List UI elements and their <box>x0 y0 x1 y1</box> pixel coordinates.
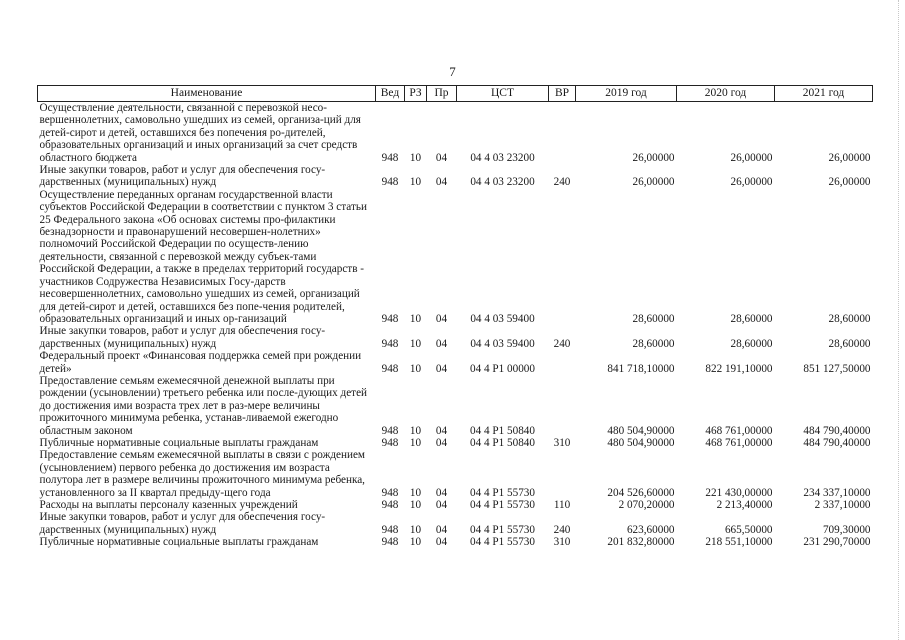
cell-2021: 231 290,70000 <box>803 536 871 549</box>
cell-vr <box>549 350 576 375</box>
col-header-2019: 2019 год <box>576 86 677 102</box>
table-row <box>38 102 873 165</box>
cell-2019: 623,60000 <box>626 523 675 536</box>
cell-rz: 10 <box>409 436 422 449</box>
cell-name: Расходы на выплаты персоналу казенных учреждений <box>39 499 298 511</box>
cell-pr: 04 <box>435 424 448 437</box>
cell-ved: 948 <box>381 337 399 350</box>
cell-name: Федеральный проект «Финансовая поддержка семей при рождении детей» <box>39 350 362 375</box>
cell-cst: 04 4 P1 50840 <box>470 424 535 437</box>
cell-rz: 10 <box>409 499 422 511</box>
cell-2021: 484 790,40000 <box>803 424 871 437</box>
cell-ved: 948 <box>381 362 399 375</box>
col-header-name: Наименование <box>38 86 376 102</box>
cell-2019: 26,00000 <box>632 151 675 164</box>
col-header-vr: ВР <box>549 86 576 102</box>
cell-ved: 948 <box>381 536 399 549</box>
cell-pr: 04 <box>435 436 448 449</box>
table-row <box>38 189 873 325</box>
cell-2021: 26,00000 <box>828 176 871 189</box>
cell-pr: 04 <box>435 523 448 536</box>
col-header-cst: ЦСТ <box>457 86 549 102</box>
table-row <box>38 375 873 437</box>
page-number: 7 <box>449 64 456 79</box>
cell-cst: 04 4 03 23200 <box>470 176 535 189</box>
cell-vr: 240 <box>553 523 571 536</box>
cell-2021: 234 337,10000 <box>803 486 871 499</box>
table-row <box>38 499 873 511</box>
cell-pr: 04 <box>435 151 448 164</box>
cell-rz: 10 <box>409 151 422 164</box>
cell-name: Иные закупки товаров, работ и услуг для обеспечения госу-дарственных (муниципальных) нужд <box>39 511 326 536</box>
cell-name: Иные закупки товаров, работ и услуг для обеспечения госу-дарственных (муниципальных) нужд <box>39 325 326 350</box>
cell-cst: 04 4 P1 55730 <box>470 536 535 549</box>
cell-cst: 04 4 P1 55730 <box>470 499 535 511</box>
col-header-2021: 2021 год <box>775 86 873 102</box>
cell-cst: 04 4 P1 00000 <box>470 362 535 375</box>
header-row <box>38 86 873 102</box>
cell-2020: 221 430,00000 <box>705 486 773 499</box>
cell-pr: 04 <box>435 536 448 549</box>
table-row <box>38 437 873 449</box>
cell-2019: 201 832,80000 <box>607 536 675 549</box>
cell-rz: 10 <box>409 176 422 189</box>
cell-ved: 948 <box>381 486 399 499</box>
cell-cst: 04 4 03 23200 <box>470 151 535 164</box>
table-row <box>38 449 873 499</box>
cell-name: Иные закупки товаров, работ и услуг для обеспечения госу-дарственных (муниципальных) нужд <box>39 164 326 189</box>
budget-table <box>37 85 873 549</box>
cell-vr: 240 <box>553 176 571 189</box>
cell-name: Предоставление семьям ежемесячной выплаты в связи с рождением (усыновлением) первого ребенка до достижения им возраста полутора лет в размере величины прожиточного минимума ребенка, установленного за II квартал предыду-щего года <box>39 449 365 499</box>
cell-pr: 04 <box>435 499 448 511</box>
cell-vr <box>549 449 576 499</box>
cell-pr: 04 <box>435 486 448 499</box>
col-header-2020: 2020 год <box>677 86 775 102</box>
cell-2020: 28,60000 <box>730 312 773 325</box>
cell-2021: 28,60000 <box>828 337 871 350</box>
cell-2021: 28,60000 <box>828 312 871 325</box>
cell-2021: 709,30000 <box>822 523 871 536</box>
cell-2019: 26,00000 <box>632 176 675 189</box>
table-row <box>38 536 873 548</box>
cell-rz: 10 <box>409 523 422 536</box>
cell-2019: 480 504,90000 <box>607 424 675 437</box>
cell-rz: 10 <box>409 362 422 375</box>
cell-vr <box>549 375 576 437</box>
cell-cst: 04 4 P1 55730 <box>470 486 535 499</box>
table-row <box>38 325 873 350</box>
cell-cst: 04 4 P1 50840 <box>470 436 535 449</box>
cell-2020: 218 551,10000 <box>705 536 773 549</box>
cell-cst: 04 4 03 59400 <box>470 312 535 325</box>
cell-2020: 2 213,40000 <box>716 499 773 511</box>
cell-2019: 480 504,90000 <box>607 436 675 449</box>
col-header-rz: РЗ <box>405 86 427 102</box>
cell-ved: 948 <box>381 424 399 437</box>
cell-2020: 468 761,00000 <box>705 424 773 437</box>
cell-2019: 204 526,60000 <box>607 486 675 499</box>
cell-2020: 822 191,10000 <box>705 362 773 375</box>
cell-name: Публичные нормативные социальные выплаты гражданам <box>39 436 319 449</box>
cell-2020: 665,50000 <box>724 523 773 536</box>
cell-2020: 26,00000 <box>730 176 773 189</box>
cell-vr: 310 <box>553 536 571 549</box>
cell-cst: 04 4 P1 55730 <box>470 523 535 536</box>
cell-2021: 26,00000 <box>828 151 871 164</box>
cell-2019: 2 070,20000 <box>618 499 675 511</box>
cell-ved: 948 <box>381 436 399 449</box>
cell-name: Осуществление деятельности, связанной с перевозкой несо-вершеннолетних, самовольно ушедших из семей, организа-ций для детей-сирот и детей, оставшихся без попечения ро-дителей, образовательных организаций и иных организаций за счет средств областного бюджета <box>39 102 361 164</box>
cell-vr: 240 <box>553 337 571 350</box>
page-edge <box>898 0 905 640</box>
cell-rz: 10 <box>409 312 422 325</box>
cell-name: Публичные нормативные социальные выплаты гражданам <box>39 536 319 549</box>
table-row <box>38 350 873 375</box>
cell-2020: 28,60000 <box>730 337 773 350</box>
cell-pr: 04 <box>435 362 448 375</box>
cell-vr <box>549 189 576 325</box>
cell-pr: 04 <box>435 337 448 350</box>
cell-2021: 2 337,10000 <box>814 499 871 511</box>
cell-name: Осуществление переданных органам государственной власти субъектов Российской Федерации в соответствии с пунктом 3 статьи 25 Федерального закона «Об основах системы про-филактики безнадзорности и правонарушений несовершен-нолетних» полномочий Российской Федерации по осуществ-лению деятельности, связанной с перевозкой между субъек-тами Российской Федерации, а также в пределах территорий государств - участников Содружества Независимых Госу-дарств несовершеннолетних, самовольно ушедших из семей, организаций для детей-сирот и детей, оставшихся без попе-чения родителей, образовательных организаций и иных ор-ганизаций <box>39 188 367 325</box>
col-header-ved: Вед <box>376 86 405 102</box>
cell-name: Предоставление семьям ежемесячной денежной выплаты при рождении (усыновлении) третьего ребенка или после-дующих детей до достижения ими возраста трех лет в раз-мере величины прожиточного минимума ребенка, устанав-ливаемой ежегодно областным законом <box>39 374 368 437</box>
cell-rz: 10 <box>409 424 422 437</box>
table-row <box>38 511 873 536</box>
cell-ved: 948 <box>381 151 399 164</box>
cell-2019: 28,60000 <box>632 312 675 325</box>
cell-ved: 948 <box>381 312 399 325</box>
cell-cst: 04 4 03 59400 <box>470 337 535 350</box>
cell-ved: 948 <box>381 523 399 536</box>
cell-vr: 310 <box>553 436 571 449</box>
cell-2020: 468 761,00000 <box>705 436 773 449</box>
cell-2021: 851 127,50000 <box>803 362 871 375</box>
cell-2019: 28,60000 <box>632 337 675 350</box>
cell-2019: 841 718,10000 <box>607 362 675 375</box>
table-row <box>38 164 873 189</box>
cell-rz: 10 <box>409 337 422 350</box>
cell-ved: 948 <box>381 176 399 189</box>
cell-2020: 26,00000 <box>730 151 773 164</box>
cell-rz: 10 <box>409 486 422 499</box>
cell-rz: 10 <box>409 536 422 549</box>
cell-pr: 04 <box>435 312 448 325</box>
cell-pr: 04 <box>435 176 448 189</box>
cell-ved: 948 <box>381 499 399 511</box>
col-header-pr: Пр <box>427 86 457 102</box>
cell-vr <box>549 102 576 165</box>
cell-vr: 110 <box>553 499 571 511</box>
cell-2021: 484 790,40000 <box>803 436 871 449</box>
